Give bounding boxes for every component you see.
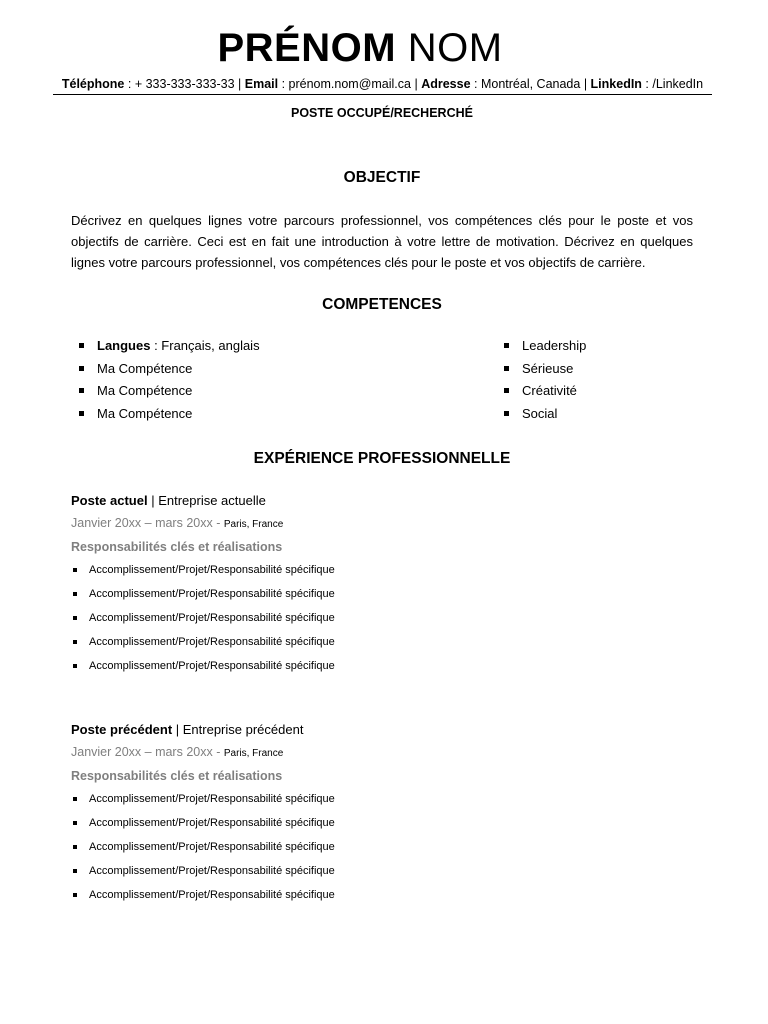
header-divider bbox=[53, 94, 712, 95]
job-responsibilities-title: Responsabilités clés et réalisations bbox=[71, 540, 283, 554]
job-item: Accomplissement/Projet/Responsabilité spécifique bbox=[71, 558, 731, 582]
objective-heading: OBJECTIF bbox=[343, 169, 421, 186]
skill-label: Langues bbox=[97, 338, 151, 353]
skill-value: Ma Compétence bbox=[97, 383, 193, 398]
job-company: | Entreprise actuelle bbox=[147, 493, 266, 508]
experience-heading: EXPÉRIENCE PROFESSIONNELLE bbox=[253, 450, 511, 467]
full-name bbox=[0, 24, 720, 72]
job-dates-line bbox=[71, 741, 731, 765]
job-dates: Janvier 20xx – mars 20xx - bbox=[71, 516, 224, 530]
skill-value: Ma Compétence bbox=[97, 360, 193, 376]
skills-list-right bbox=[502, 335, 586, 425]
skill-item: Social bbox=[502, 403, 586, 426]
address-value: Montréal, Canada bbox=[480, 77, 581, 91]
skill-item: Sérieuse bbox=[502, 358, 586, 381]
job-location: Paris, France bbox=[223, 748, 284, 759]
job-item: Accomplissement/Projet/Responsabilité spécifique bbox=[71, 835, 731, 859]
contact-line: Téléphone : + 333-333-333-33 | Email : prénom.nom@mail.ca | Adresse : Montréal, Canada | LinkedIn : /LinkedIn bbox=[61, 77, 704, 91]
job-items-list bbox=[71, 787, 731, 907]
job-item: Accomplissement/Projet/Responsabilité spécifique bbox=[71, 811, 731, 835]
job-position: Poste précédent bbox=[71, 722, 173, 737]
job-item: Accomplissement/Projet/Responsabilité spécifique bbox=[71, 606, 731, 630]
job-item: Accomplissement/Projet/Responsabilité spécifique bbox=[71, 630, 731, 654]
skill-item bbox=[77, 358, 260, 381]
job-location: Paris, France bbox=[223, 519, 284, 530]
skills-heading: COMPETENCES bbox=[322, 296, 442, 313]
address-label: Adresse bbox=[421, 77, 471, 91]
email-label: Email bbox=[244, 77, 279, 91]
linkedin-value: /LinkedIn bbox=[652, 77, 704, 91]
last-name: NOM bbox=[407, 26, 503, 70]
objective-text: Décrivez en quelques lignes votre parcours professionnel, vos compétences clés pour le poste et vos objectifs de carrière. Ceci est en fait une introduction à votre lettre de motivation. Décrivez en quelques lignes votre parcours professionnel, vos compétences clés pour le poste et vos objectifs de carrière. bbox=[71, 213, 693, 270]
phone-value: + 333-333-333-33 bbox=[134, 77, 235, 91]
first-name: PRÉNOM bbox=[217, 26, 397, 70]
job-item: Accomplissement/Projet/Responsabilité spécifique bbox=[71, 654, 731, 678]
job-dates-line bbox=[71, 512, 731, 536]
skill-item: Créativité bbox=[502, 380, 586, 403]
skill-value: Ma Compétence bbox=[97, 405, 193, 421]
email-value: prénom.nom@mail.ca bbox=[288, 77, 411, 91]
skill-item bbox=[77, 335, 260, 358]
linkedin-label: LinkedIn bbox=[590, 77, 642, 91]
skills-list-left bbox=[77, 335, 260, 425]
job-item: Accomplissement/Projet/Responsabilité spécifique bbox=[71, 582, 731, 606]
skill-item bbox=[77, 403, 260, 426]
job-responsibilities-title: Responsabilités clés et réalisations bbox=[71, 769, 283, 783]
skill-value: : Français, anglais bbox=[150, 338, 260, 353]
job-item: Accomplissement/Projet/Responsabilité spécifique bbox=[71, 787, 731, 811]
job-company: | Entreprise précédent bbox=[172, 722, 304, 737]
job-items-list bbox=[71, 558, 731, 678]
job-previous bbox=[71, 719, 731, 907]
job-title-line bbox=[71, 719, 731, 741]
skill-item bbox=[77, 380, 260, 403]
job-current bbox=[71, 490, 731, 678]
job-item: Accomplissement/Projet/Responsabilité spécifique bbox=[71, 859, 731, 883]
job-item: Accomplissement/Projet/Responsabilité spécifique bbox=[71, 883, 731, 907]
job-position: Poste actuel bbox=[71, 493, 148, 508]
job-title-line bbox=[71, 490, 731, 512]
phone-label: Téléphone bbox=[61, 77, 125, 91]
job-dates: Janvier 20xx – mars 20xx - bbox=[71, 745, 224, 759]
position-title: POSTE OCCUPÉ/RECHERCHÉ bbox=[291, 106, 473, 120]
skill-item: Leadership bbox=[502, 335, 586, 358]
